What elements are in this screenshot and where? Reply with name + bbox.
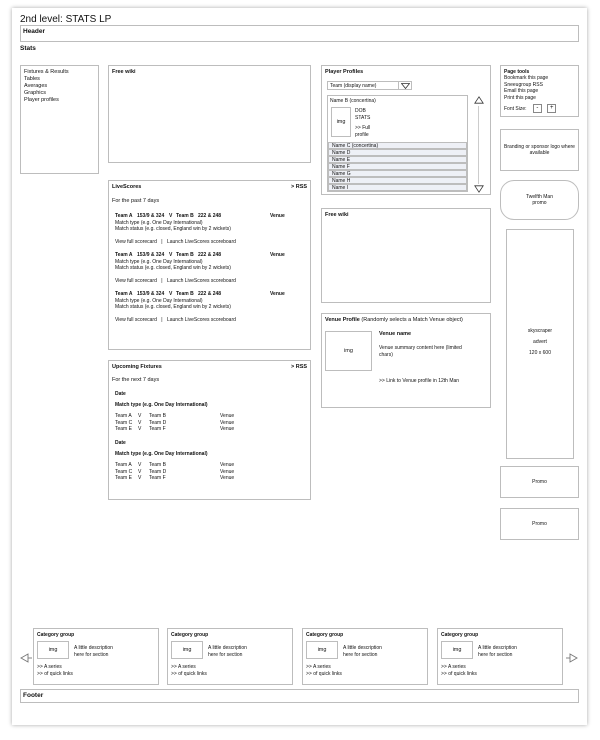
fixture-vs: V [138, 468, 142, 475]
category-description: A little description here for section [208, 645, 247, 658]
match-team-a: Team A [115, 291, 133, 297]
match-vs: V [169, 252, 173, 258]
fixture-venue: Venue [220, 426, 235, 432]
category-title: Category group [441, 632, 479, 638]
category-description: A little description here for section [74, 645, 113, 658]
twelfth-man-promo[interactable] [500, 180, 579, 220]
fixture-match-type: Match type (e.g. One Day International) [115, 401, 208, 408]
category-group [33, 628, 159, 685]
livescores-match [115, 213, 310, 245]
fixture-venue: Venue [220, 419, 235, 426]
skyscraper-size: 120 x 600 [529, 350, 551, 356]
twelfth-man-text: Twelfth Man promo [526, 193, 553, 206]
promo-box[interactable] [500, 466, 579, 498]
match-status: Match status (e.g. closed, England win by 2 wickets) [115, 226, 231, 232]
match-team-b: Team B [176, 291, 194, 297]
venue-image: img [325, 331, 372, 371]
page-tools-title: Page tools [504, 69, 530, 75]
category-group [302, 628, 428, 685]
launch-livescores-link[interactable]: Launch LiveScores scoreboard [166, 277, 236, 284]
livescores-panel [108, 180, 311, 350]
fixture-away: Team F [149, 475, 166, 481]
livescores-title: LiveScores [112, 184, 142, 190]
category-group [167, 628, 293, 685]
view-full-scorecard-link[interactable]: View full scorecard [115, 238, 157, 245]
nav-item-averages[interactable]: Averages [24, 83, 48, 89]
match-score-a: 153/9 & 324 [137, 252, 165, 258]
player-profiles-title: Player Profiles [325, 69, 364, 75]
rss-link[interactable]: Sneeugroup RSS [504, 81, 543, 88]
category-image: img [306, 641, 338, 659]
quick-link[interactable]: >> of quick links [306, 670, 342, 677]
match-status: Match status (e.g. closed, England win by 2 wickets) [115, 304, 231, 310]
match-score-a: 153/9 & 324 [137, 213, 165, 219]
fixture-group [115, 391, 310, 433]
livescores-match [115, 291, 310, 323]
category-image: img [37, 641, 69, 659]
match-status: Match status (e.g. closed, England win by 2 wickets) [115, 265, 231, 271]
fixture-vs: V [138, 413, 142, 419]
match-type: Match type (e.g. One Day International) [115, 219, 203, 226]
fixture-away: Team B [149, 462, 166, 468]
livescores-period: For the past 7 days [112, 198, 160, 204]
quick-link[interactable]: >> of quick links [171, 670, 207, 677]
player-item[interactable]: Name D [328, 149, 467, 156]
bookmark-link[interactable]: Bookmark this page [504, 75, 549, 81]
fixture-vs: V [138, 475, 142, 481]
free-wiki-right-title: Free wiki [325, 212, 349, 218]
category-title: Category group [171, 632, 209, 638]
quick-link[interactable]: >> A series [37, 664, 62, 670]
fixture-away: Team D [149, 419, 167, 426]
match-venue: Venue [270, 252, 285, 258]
view-full-scorecard-link[interactable]: View full scorecard [115, 316, 157, 323]
fixture-home: Team C [115, 419, 133, 426]
fixture-row [115, 426, 310, 433]
match-vs: V [169, 291, 173, 297]
category-group [437, 628, 563, 685]
match-vs: V [169, 213, 173, 219]
fixture-date: Date [115, 391, 126, 397]
footer-bar [20, 689, 579, 703]
player-item[interactable]: Name G [328, 170, 467, 177]
page-tools-panel [500, 65, 579, 117]
nav-item-graphics[interactable]: Graphics [24, 90, 47, 96]
chevron-down-icon [401, 83, 410, 89]
nav-item-fixtures-results[interactable]: Fixtures & Results [24, 69, 69, 75]
venue-name: Venue name [379, 331, 412, 337]
player-item[interactable]: Name I [328, 184, 467, 191]
player-image: img [331, 107, 351, 137]
carousel-next-icon[interactable] [565, 653, 578, 663]
upcoming-fixtures-panel [108, 360, 311, 500]
category-description: A little description here for section [478, 645, 517, 658]
scroll-up-icon[interactable] [474, 96, 484, 104]
player-item[interactable]: Name F [328, 163, 467, 170]
fixture-venue: Venue [220, 413, 235, 419]
free-wiki-title: Free wiki [112, 69, 136, 75]
fixture-venue: Venue [220, 468, 235, 475]
fixtures-title: Upcoming Fixtures [112, 364, 162, 370]
fixture-home: Team E [115, 426, 132, 432]
player-details [355, 108, 370, 121]
link-separator: | [161, 277, 163, 284]
section-heading-stats: Stats [20, 45, 36, 52]
fixture-home: Team C [115, 468, 133, 475]
fixture-row [115, 475, 310, 482]
match-type: Match type (e.g. One Day International) [115, 258, 203, 265]
player-list [327, 95, 468, 192]
font-size-label: Font Size: [504, 105, 527, 112]
player-item[interactable]: Name E [328, 156, 467, 163]
match-team-a: Team A [115, 213, 133, 219]
font-decrease-button[interactable]: - [533, 104, 542, 113]
quick-link[interactable]: >> A series [441, 664, 466, 670]
fixtures-period: For the next 7 days [112, 377, 160, 383]
player-name-expanded: Name B (concertina) [330, 98, 376, 104]
player-item[interactable]: Name H [328, 177, 467, 184]
fixture-home: Team E [115, 475, 132, 481]
category-image: img [171, 641, 203, 659]
match-score-b: 222 & 248 [198, 213, 222, 219]
category-image: img [441, 641, 473, 659]
page-title: 2nd level: STATS LP [20, 14, 112, 25]
fixture-match-type: Match type (e.g. One Day International) [115, 450, 208, 457]
venue-profile-panel [321, 313, 491, 408]
fixture-away: Team B [149, 413, 166, 419]
match-score-b: 222 & 248 [198, 252, 222, 258]
nav-item-player-profiles[interactable]: Player profiles [24, 97, 59, 103]
fixture-away: Team F [149, 426, 166, 432]
skyscraper-line: skyscraper [527, 328, 553, 334]
fixture-vs: V [138, 419, 142, 426]
quick-link[interactable]: >> A series [306, 664, 331, 670]
player-dob: DOB [355, 108, 366, 114]
venue-profile-heading [325, 317, 463, 324]
category-title: Category group [306, 632, 344, 638]
skyscraper-advert[interactable] [506, 229, 574, 459]
skyscraper-line: advert [533, 339, 547, 345]
match-team-b: Team B [176, 213, 194, 219]
footer-label: Footer [23, 692, 44, 699]
carousel-prev-icon[interactable] [20, 653, 33, 663]
email-page-link[interactable]: Email this page [504, 88, 539, 94]
player-item[interactable]: Name C (concertina) [328, 142, 467, 149]
match-venue: Venue [270, 291, 285, 297]
launch-livescores-link[interactable]: Launch LiveScores scoreboard [166, 238, 236, 245]
promo-text: Promo [532, 520, 547, 527]
fixture-venue: Venue [220, 475, 235, 481]
quick-link[interactable]: >> of quick links [37, 670, 73, 677]
full-profile-link[interactable]: >> Full profile [355, 125, 371, 138]
fixture-date: Date [115, 440, 126, 446]
quick-link[interactable]: >> of quick links [441, 670, 477, 677]
match-team-a: Team A [115, 252, 133, 258]
venue-summary: Venue summary content here (limited chars) [379, 345, 462, 358]
fixture-home: Team A [115, 462, 132, 468]
livescores-rss-link[interactable]: > RSS [291, 184, 308, 190]
header-label: Header [23, 28, 46, 35]
scroll-track[interactable] [478, 106, 479, 184]
venue-profile-title: Venue Profile [325, 317, 360, 323]
view-full-scorecard-link[interactable]: View full scorecard [115, 277, 157, 284]
link-separator: | [161, 316, 163, 323]
category-title: Category group [37, 632, 75, 638]
fixture-group [115, 440, 310, 482]
promo-text: Promo [532, 478, 547, 485]
skyscraper-text [507, 328, 573, 357]
link-separator: | [161, 238, 163, 245]
livescores-match [115, 252, 310, 284]
fixture-home: Team A [115, 413, 132, 419]
fixture-venue: Venue [220, 462, 235, 468]
font-increase-button[interactable]: + [547, 104, 556, 113]
match-score-b: 222 & 248 [198, 291, 222, 297]
launch-livescores-link[interactable]: Launch LiveScores scoreboard [166, 316, 236, 323]
fixture-away: Team D [149, 468, 167, 475]
fixture-vs: V [138, 426, 142, 432]
player-profiles-panel [321, 65, 491, 195]
nav-item-tables[interactable]: Tables [24, 76, 40, 82]
select-divider [398, 82, 399, 89]
venue-profile-note: (Randomly selects a Match Venue object) [361, 317, 463, 323]
free-wiki-panel [108, 65, 311, 163]
print-page-link[interactable]: Print this page [504, 94, 536, 101]
header-bar [20, 25, 579, 42]
promo-box[interactable] [500, 508, 579, 540]
font-size-control [504, 104, 556, 113]
player-stats: STATS [355, 114, 371, 121]
fixtures-rss-link[interactable]: > RSS [291, 364, 308, 370]
player-item-expanded[interactable] [328, 96, 467, 142]
scroll-down-icon[interactable] [474, 185, 484, 193]
left-nav [20, 65, 99, 174]
match-type: Match type (e.g. One Day International) [115, 297, 203, 304]
branding-text: Branding or sponsor logo where available [504, 143, 575, 156]
match-venue: Venue [270, 213, 285, 219]
team-select[interactable] [327, 81, 412, 90]
fixture-vs: V [138, 462, 142, 468]
venue-profile-link[interactable]: >> Link to Venue profile in 12th Man [379, 378, 460, 384]
category-description: A little description here for section [343, 645, 382, 658]
team-select-value: Team (display name) [330, 83, 377, 89]
free-wiki-panel-right [321, 208, 491, 303]
match-score-a: 153/9 & 324 [137, 291, 165, 297]
match-team-b: Team B [176, 252, 194, 258]
quick-link[interactable]: >> A series [171, 664, 196, 670]
branding-panel [500, 129, 579, 171]
